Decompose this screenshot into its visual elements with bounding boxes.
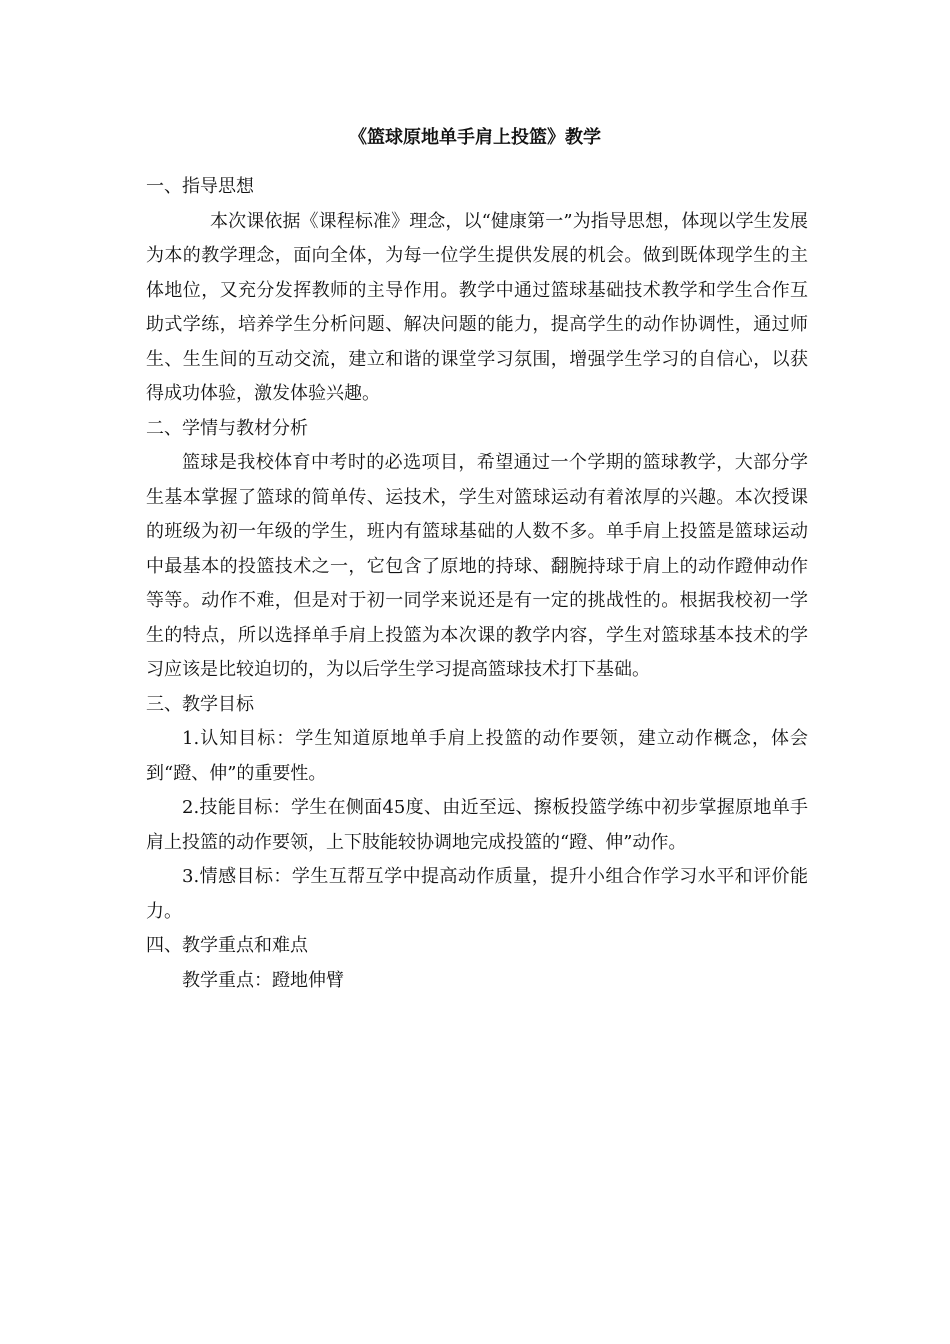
section-heading: 二、学情与教材分析 [146, 417, 308, 439]
goal-item: 2.技能目标：学生在侧面45度、由近至远、擦板投篮学练中初步掌握原地单手肩上投篮的动作要领，上下肢能较协调地完成投篮的“蹬、伸”动作。 [146, 797, 808, 853]
document-title: 《篮球原地单手肩上投篮》教学 [349, 127, 601, 148]
paragraph: 篮球是我校体育中考时的必选项目，希望通过一个学期的篮球教学，大部分学生基本掌握了篮球的简单传、运技术，学生对篮球运动有着浓厚的兴趣。本次授课的班级为初一年级的学生，班内有篮球基础的人数不多。单手肩上投篮是篮球运动中最基本的投篮技术之一，它包含了原地的持球、翻腕持球于肩上的动作蹬伸动作等等。动作不难，但是对于初一同学来说还是有一定的挑战性的。根据我校初一学生的特点，所以选择单手肩上投篮为本次课的教学内容，学生对篮球基本技术的学习应该是比较迫切的，为以后学生学习提高篮球技术打下基础。 [146, 452, 808, 680]
section-key-points [146, 929, 808, 998]
goal-item: 1.认知目标：学生知道原地单手肩上投篮的动作要领，建立动作概念，体会到“蹬、伸”的重要性。 [146, 728, 808, 784]
section-heading: 四、教学重点和难点 [146, 935, 308, 956]
goal-item: 3.情感目标：学生互帮互学中提高动作质量，提升小组合作学习水平和评价能力。 [146, 866, 808, 922]
section-heading: 一、指导思想 [146, 176, 254, 197]
document-body [146, 170, 808, 998]
paragraph: 教学重点：蹬地伸臂 [182, 969, 344, 991]
paragraph: 本次课依据《课程标准》理念，以“健康第一”为指导思想，体现以学生发展为本的教学理念，面向全体，为每一位学生提供发展的机会。做到既体现学生的主体地位，又充分发挥教师的主导作用。教学中通过篮球基础技术教学和学生合作互助式学练，培养学生分析问题、解决问题的能力，提高学生的动作协调性，通过师生、生生间的互动交流，建立和谐的课堂学习氛围，增强学生学习的自信心，以获得成功体验，激发体验兴趣。 [146, 210, 808, 404]
section-heading: 三、教学目标 [146, 693, 254, 715]
section-guiding-ideology [146, 170, 808, 412]
section-analysis [146, 412, 808, 688]
section-teaching-goals [146, 688, 808, 930]
